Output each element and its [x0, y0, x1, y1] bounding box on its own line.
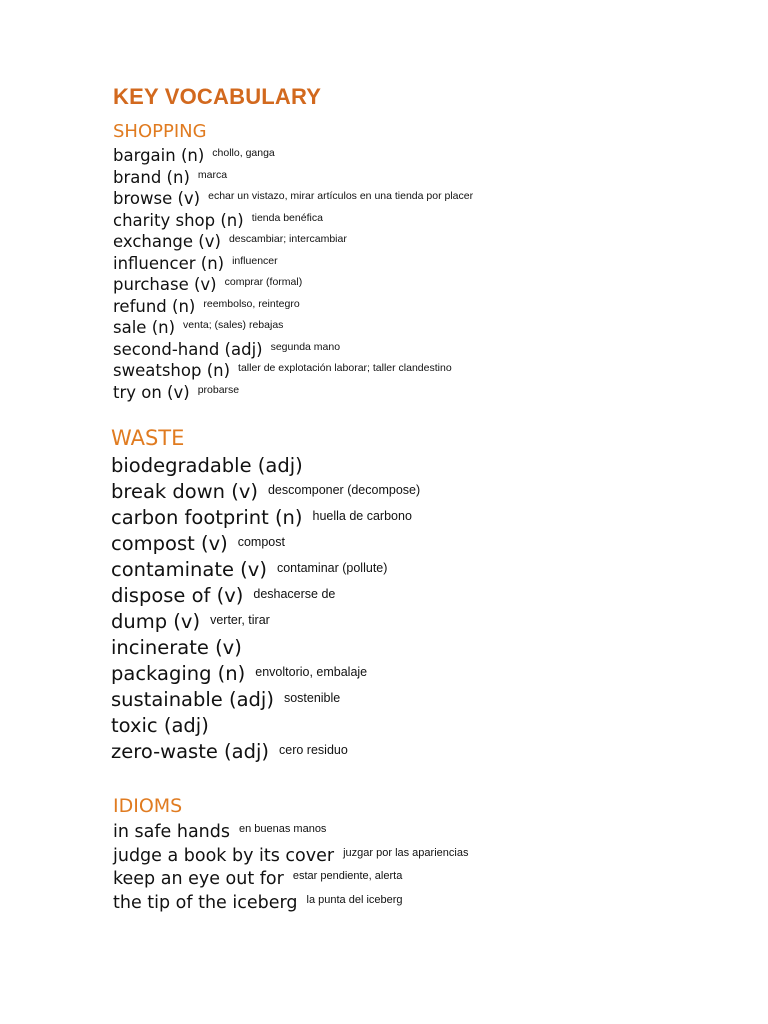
- vocab-term: biodegradable (adj): [111, 454, 303, 477]
- vocab-translation: deshacerse de: [253, 587, 336, 601]
- list-item: [111, 635, 420, 661]
- list-item: [111, 739, 420, 765]
- vocab-translation: chollo, ganga: [212, 147, 275, 159]
- vocab-term: purchase (v): [113, 275, 217, 294]
- vocab-translation: envoltorio, embalaje: [255, 665, 368, 679]
- vocab-translation: segunda mano: [270, 340, 341, 353]
- list-item: [113, 382, 473, 404]
- list-item: [111, 531, 420, 557]
- list-item: [113, 167, 473, 189]
- vocab-term: second-hand (adj): [113, 339, 263, 359]
- list-item: [113, 210, 473, 232]
- vocab-translation: echar un vistazo, mirar artículos en una tienda por placer: [208, 190, 474, 202]
- vocab-term: browse (v): [113, 189, 201, 208]
- vocab-translation: tienda benéfica: [251, 211, 323, 224]
- vocab-term: dump (v): [111, 610, 201, 633]
- list-item: [111, 583, 420, 609]
- page-title: KEY VOCABULARY: [113, 84, 322, 109]
- vocab-term: brand (n): [113, 167, 190, 187]
- vocab-term: influencer (n): [113, 253, 225, 273]
- list-item: [111, 609, 420, 635]
- list-item: [111, 505, 420, 531]
- list-item: [113, 892, 468, 916]
- vocab-translation: la punta del iceberg: [306, 893, 403, 906]
- list-item: [113, 845, 468, 869]
- list-item: [111, 713, 420, 739]
- vocab-translation: probarse: [197, 383, 240, 396]
- list-item: [113, 145, 473, 167]
- list-item: [113, 274, 473, 296]
- section-heading-waste: WASTE: [111, 426, 185, 450]
- vocab-term: compost (v): [111, 532, 228, 555]
- list-item: [111, 453, 420, 479]
- waste-list: [111, 453, 420, 765]
- vocab-translation: estar pendiente, alerta: [292, 870, 403, 882]
- list-item: [111, 479, 420, 505]
- vocab-translation: sostenible: [283, 691, 341, 705]
- vocab-translation: venta; (sales) rebajas: [183, 319, 284, 331]
- vocab-translation: taller de explotación laborar; taller clandestino: [238, 362, 452, 374]
- vocab-translation: en buenas manos: [238, 823, 327, 835]
- shopping-list: [113, 145, 473, 403]
- list-item: [111, 557, 420, 583]
- vocab-translation: comprar (formal): [224, 276, 303, 288]
- vocab-term: refund (n): [113, 296, 196, 316]
- list-item: [113, 360, 473, 382]
- vocab-translation: cero residuo: [279, 743, 348, 757]
- vocab-term: sweatshop (n): [113, 361, 231, 380]
- vocab-translation: contaminar (pollute): [276, 561, 388, 575]
- section-heading-idioms: IDIOMS: [113, 795, 183, 817]
- idioms-list: [113, 821, 468, 915]
- vocab-translation: compost: [237, 535, 285, 549]
- vocab-term: toxic (adj): [111, 714, 209, 737]
- list-item: [113, 339, 473, 361]
- list-item: [111, 661, 420, 687]
- vocab-term: bargain (n): [113, 146, 205, 165]
- list-item: [113, 296, 473, 318]
- vocab-translation: influencer: [232, 254, 278, 267]
- vocab-translation: huella de carbono: [312, 509, 412, 523]
- list-item: [111, 687, 420, 713]
- list-item: [113, 253, 473, 275]
- list-item: [113, 188, 473, 210]
- vocab-term: packaging (n): [111, 662, 246, 685]
- list-item: [113, 317, 473, 339]
- vocab-translation: descambiar; intercambiar: [228, 233, 347, 245]
- vocab-term: break down (v): [111, 480, 258, 503]
- section-heading-shopping: SHOPPING: [113, 121, 207, 142]
- vocab-translation: juzgar por las apariencias: [343, 846, 469, 859]
- vocab-term: sustainable (adj): [111, 688, 274, 711]
- vocab-term: exchange (v): [113, 232, 221, 251]
- vocab-term: the tip of the iceberg: [113, 892, 298, 913]
- vocab-term: try on (v): [113, 382, 190, 402]
- vocab-term: carbon footprint (n): [111, 506, 303, 529]
- vocab-term: zero-waste (adj): [111, 740, 270, 763]
- vocab-translation: marca: [197, 168, 228, 181]
- vocab-term: contaminate (v): [111, 558, 267, 581]
- vocab-term: charity shop (n): [113, 210, 244, 230]
- vocab-translation: verter, tirar: [210, 613, 270, 627]
- vocab-term: sale (n): [113, 318, 176, 337]
- vocab-term: dispose of (v): [111, 584, 244, 607]
- list-item: [113, 868, 468, 892]
- vocab-translation: reembolso, reintegro: [203, 297, 300, 310]
- vocab-term: judge a book by its cover: [113, 845, 335, 866]
- vocab-translation: descomponer (decompose): [267, 483, 421, 497]
- list-item: [113, 231, 473, 253]
- vocab-term: in safe hands: [113, 822, 230, 842]
- vocab-term: keep an eye out for: [113, 869, 284, 889]
- vocab-term: incinerate (v): [111, 636, 242, 659]
